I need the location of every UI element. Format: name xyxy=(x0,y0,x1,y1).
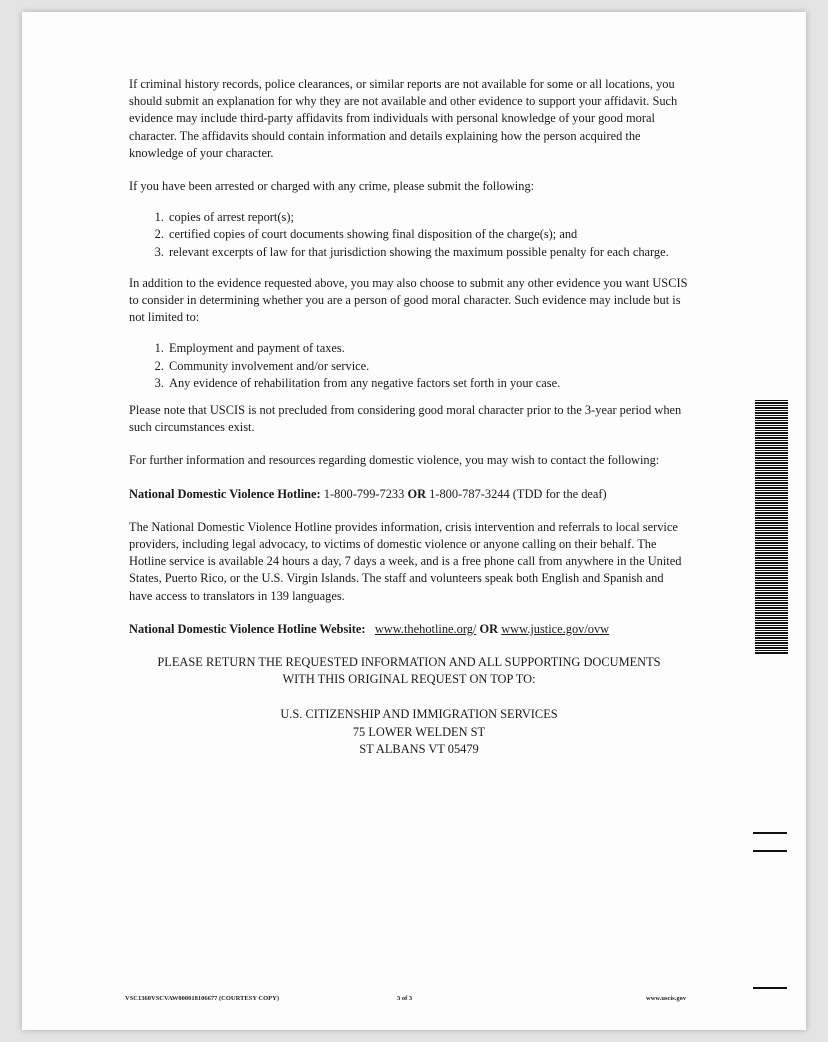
return-instruction xyxy=(129,654,689,688)
return-line-1: PLEASE RETURN THE REQUESTED INFORMATION AND ALL SUPPORTING DOCUMENTS xyxy=(157,655,661,670)
website-or: OR xyxy=(479,621,499,636)
hotline-or: OR xyxy=(407,486,427,501)
hotline-line xyxy=(129,486,689,503)
footer-website: www.uscis.gov xyxy=(646,995,687,1002)
hotline-paragraph: The National Domestic Violence Hotline provides information, crisis intervention and referrals to local service providers, including legal advocacy, to victims of domestic violence or anyone calling on their behalf. The Hotline service is available 24 hours a day, 7 days a week, and is a free phone call from anywhere in the United States, Puerto Rico, or the U.S. Virgin Islands. The staff and volunteers speak both English and Spanish and have access to translators in 139 languages. xyxy=(129,519,682,603)
list-item: 2. certified copies of court documents showing final disposition of the charge(s); and xyxy=(167,226,689,243)
list-item: 1. Employment and payment of taxes. xyxy=(167,340,689,357)
hotline-label: National Domestic Violence Hotline: xyxy=(129,486,321,501)
address-line-1: U.S. CITIZENSHIP AND IMMIGRATION SERVICES xyxy=(280,707,558,722)
barcode-image xyxy=(755,400,788,654)
registration-mark xyxy=(753,832,787,834)
registration-mark xyxy=(753,850,787,852)
hotline-website-link[interactable]: www.thehotline.org/ xyxy=(374,621,477,636)
note-paragraph: Please note that USCIS is not precluded from considering good moral character prior to the 3-year period when such circumstances exist. xyxy=(129,403,682,435)
arrest-intro: If you have been arrested or charged with any crime, please submit the following: xyxy=(129,179,535,194)
footer-document-id: VSC1360VSCVAW000018106677 (COURTESY COPY) xyxy=(125,995,279,1002)
mailing-address xyxy=(129,706,689,759)
list-item: 3. Any evidence of rehabilitation from any negative factors set forth in your case. xyxy=(167,375,689,392)
hotline-phone: 1-800-799-7233 xyxy=(323,486,405,501)
list-item: 3. relevant excerpts of law for that jurisdiction showing the maximum possible penalty for each charge. xyxy=(167,244,689,261)
intro-paragraph: If criminal history records, police clearances, or similar reports are not available for some or all locations, you should submit an explanation for why they are not available and other evidence to support your affidavit. Such evidence may include third-party affidavits from individuals with personal knowledge of your good moral character. The affidavits should contain information and details explaining how the person acquired the knowledge of your character. xyxy=(129,77,678,160)
further-info-paragraph: For further information and resources regarding domestic violence, you may wish to contact the following: xyxy=(129,453,660,468)
website-label: National Domestic Violence Hotline Website: xyxy=(129,621,366,636)
hotline-tdd-phone: 1-800-787-3244 (TDD for the deaf) xyxy=(429,486,607,501)
justice-website-link[interactable]: www.justice.gov/ovw xyxy=(501,621,610,636)
footer-page-number: 3 of 3 xyxy=(397,995,413,1002)
letter-body xyxy=(129,76,689,759)
registration-mark xyxy=(753,987,787,989)
return-line-2: WITH THIS ORIGINAL REQUEST ON TOP TO: xyxy=(282,672,536,687)
document-page xyxy=(22,12,806,1030)
additional-evidence-paragraph: In addition to the evidence requested above, you may also choose to submit any other evidence you want USCIS to consider in determining whether you are a person of good moral character. Such evidence may include but is not limited to: xyxy=(129,275,688,325)
website-line xyxy=(129,621,689,638)
list-item: 2. Community involvement and/or service. xyxy=(167,358,689,375)
list-item: 1. copies of arrest report(s); xyxy=(167,209,689,226)
arrest-evidence-list xyxy=(129,209,689,261)
address-line-3: ST ALBANS VT 05479 xyxy=(359,742,479,757)
additional-evidence-list xyxy=(129,340,689,392)
address-line-2: 75 LOWER WELDEN ST xyxy=(352,724,486,739)
